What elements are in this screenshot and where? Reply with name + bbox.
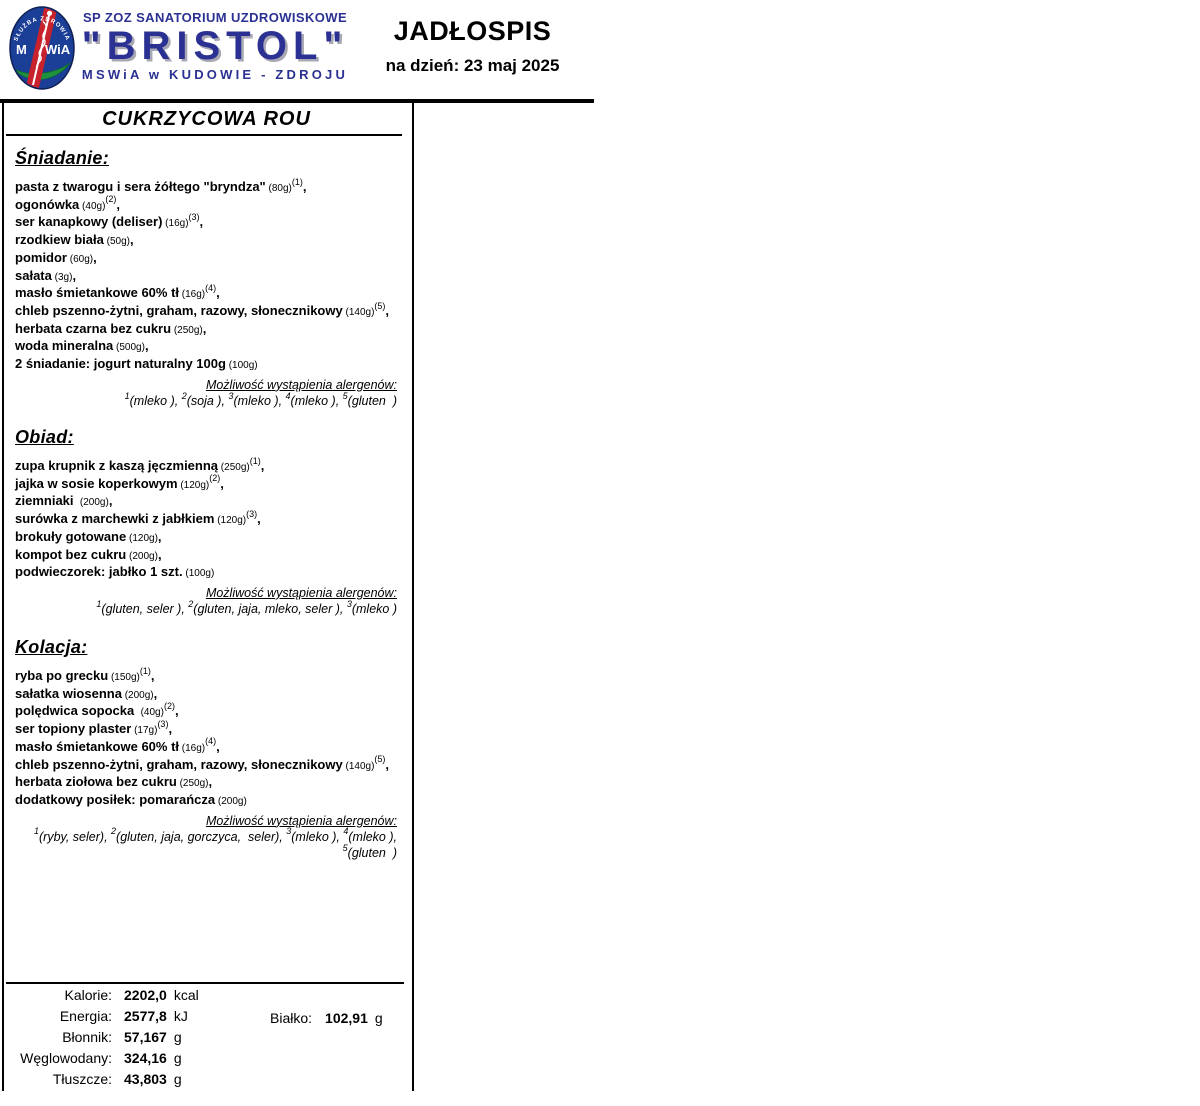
menu-item: kompot bez cukru (200g), bbox=[15, 546, 162, 562]
dish-name: pomidor bbox=[15, 249, 67, 265]
dish-quantity: (120g) bbox=[126, 532, 158, 544]
allergen-ref: (5) bbox=[374, 300, 386, 311]
allergen-line: $^5$(gluten ) bbox=[342, 842, 397, 861]
allergen-ref: (1) bbox=[139, 665, 151, 676]
dish-quantity: (40g) bbox=[137, 707, 164, 719]
dish-quantity: (500g) bbox=[113, 342, 145, 354]
menu-item: ryba po grecku $(150g)^{(1)}$, bbox=[15, 665, 155, 683]
dish-name: ogonówka bbox=[15, 196, 80, 212]
dish-quantity: (100g) bbox=[225, 360, 258, 372]
menu-item: ziemniaki (200g), bbox=[15, 493, 113, 509]
allergen-ref: (3) bbox=[246, 508, 258, 519]
table-border-left bbox=[2, 99, 4, 1091]
dish-quantity: (200g) bbox=[126, 550, 158, 562]
menu-item: masło śmietankowe 60% tł $(16g)^{(4)}$, bbox=[15, 282, 220, 301]
dish-name: ser topiony plaster bbox=[15, 721, 132, 737]
dish-quantity: (150g) bbox=[108, 672, 140, 683]
nutrition-separator-line bbox=[6, 982, 404, 984]
allergen-ref: (3) bbox=[188, 212, 200, 223]
dish-quantity: (120g) bbox=[177, 479, 210, 491]
dish-quantity: (100g) bbox=[182, 568, 215, 580]
menu-item bbox=[15, 564, 401, 582]
menu-item bbox=[15, 356, 401, 374]
nutrition-unit: kcal bbox=[173, 987, 199, 1003]
menu-item: masło śmietankowe 60% tł $(16g)^{(4)}$, bbox=[15, 736, 220, 754]
allergen-heading: Możliwość wystąpienia alergenów: bbox=[205, 813, 397, 828]
allergen-ref: (1) bbox=[291, 176, 303, 187]
allergen-ref: (2) bbox=[163, 701, 175, 712]
menu-item: zupa krupnik z kaszą jęczmienną $(250g)^{(1)}$, bbox=[15, 455, 265, 473]
document-date: na dzień: 23 maj 2025 bbox=[385, 56, 560, 75]
dish-name: sałata bbox=[15, 267, 52, 283]
allergen-ref: (2) bbox=[105, 194, 117, 205]
dish-name: podwieczorek: jabłko 1 szt. bbox=[15, 564, 183, 580]
meal-section-kolacja bbox=[15, 637, 401, 862]
meal-item-list bbox=[15, 665, 401, 810]
dish-quantity: (16g) bbox=[179, 289, 206, 301]
allergen-number: 1 bbox=[124, 390, 130, 401]
nutrition-label: Węglowodany: bbox=[20, 1050, 112, 1066]
nutrition-value: 2577,8 bbox=[124, 1008, 167, 1024]
allergen-number: 1 bbox=[34, 826, 40, 837]
nutrition-unit: kJ bbox=[173, 1008, 188, 1024]
dish-quantity: (120g) bbox=[214, 515, 247, 527]
allergen-number: 2 bbox=[181, 390, 187, 401]
dish-quantity: (17g) bbox=[131, 725, 158, 737]
dish-name: ser kanapkowy (deliser) bbox=[15, 214, 163, 230]
nutrition-label: Energia: bbox=[59, 1008, 112, 1024]
dish-quantity: (16g) bbox=[179, 742, 206, 754]
logo-arc-text: SŁUŻBA ZDROWIA bbox=[13, 16, 71, 43]
nutrition-row bbox=[6, 1071, 408, 1092]
dish-quantity: (200g) bbox=[121, 689, 154, 701]
menu-item bbox=[15, 792, 401, 810]
dish-quantity: (250g) bbox=[176, 778, 209, 790]
nutrition-unit: g bbox=[173, 1071, 182, 1087]
allergen-number: 5 bbox=[342, 390, 348, 401]
dish-name: surówka z marchewki z jabłkiem bbox=[15, 511, 215, 527]
allergen-number: 2 bbox=[188, 598, 194, 609]
meal-section-obiad bbox=[15, 427, 401, 617]
dish-name: chleb pszenno-żytni, graham, razowy, słonecznikowy bbox=[15, 756, 343, 772]
dish-quantity: (80g) bbox=[265, 183, 292, 194]
nutrition-label: Kalorie: bbox=[64, 987, 112, 1003]
allergen-heading: Możliwość wystąpienia alergenów: bbox=[205, 585, 397, 600]
nutrition-unit: g bbox=[173, 1050, 182, 1066]
dish-quantity: (3g) bbox=[51, 271, 73, 283]
dish-name: kompot bez cukru bbox=[15, 546, 127, 562]
menu-item: chleb pszenno-żytni, graham, razowy, słonecznikowy $(140g)^{(5)}$, bbox=[15, 754, 390, 772]
meal-heading: Śniadanie: bbox=[15, 148, 110, 168]
nutrition-value: 324,16 bbox=[124, 1050, 167, 1066]
allergen-block bbox=[15, 377, 401, 410]
allergen-ref: (3) bbox=[157, 718, 169, 729]
menu-item: surówka z marchewki z jabłkiem $(120g)^{(3)}$, bbox=[15, 508, 261, 527]
allergen-number: 4 bbox=[343, 826, 349, 837]
nutrition-row bbox=[6, 1050, 408, 1071]
dish-name: brokuły gotowane bbox=[15, 528, 127, 544]
allergen-line: $^1$(gluten, seler ), $^2$(gluten, jaja, mleko, seler ), $^3$(mleko ) bbox=[96, 598, 397, 616]
menu-item: ser topiony plaster $(17g)^{(3)}$, bbox=[15, 718, 173, 737]
allergen-ref: (4) bbox=[205, 736, 217, 747]
menu-item: polędwica sopocka $(40g)^{(2)}$, bbox=[15, 701, 179, 719]
dish-name: pasta z twarogu i sera żółtego "bryndza" bbox=[15, 179, 266, 194]
dish-quantity: (16g) bbox=[162, 218, 189, 230]
menu-item: chleb pszenno-żytni, graham, razowy, słonecznikowy $(140g)^{(5)}$, bbox=[15, 300, 390, 318]
menu-item: woda mineralna (500g), bbox=[15, 338, 149, 354]
nutrition-summary bbox=[6, 987, 408, 1092]
nutrition-unit: g bbox=[173, 1029, 182, 1045]
document-title: JADŁOSPIS bbox=[393, 16, 552, 46]
dish-quantity: (50g) bbox=[103, 236, 130, 248]
allergen-number: 2 bbox=[111, 826, 117, 837]
dish-quantity: (140g) bbox=[342, 760, 375, 772]
logo-monogram-right: WiA bbox=[45, 42, 71, 57]
allergen-number: 3 bbox=[346, 598, 352, 609]
menu-item: brokuły gotowane (120g), bbox=[15, 528, 162, 544]
menu-item: pasta z twarogu i sera żółtego "bryndza" $(80g)^{(1)}$, bbox=[15, 176, 307, 194]
nutrition-row bbox=[6, 1029, 408, 1050]
protein-row bbox=[270, 1010, 383, 1026]
dish-quantity: (40g) bbox=[79, 200, 106, 212]
dish-quantity: (250g) bbox=[218, 462, 250, 473]
dish-name: chleb pszenno-żytni, graham, razowy, słonecznikowy bbox=[15, 302, 343, 318]
menu-item: pomidor (60g), bbox=[15, 249, 97, 265]
dish-name: masło śmietankowe 60% tł bbox=[15, 285, 180, 301]
dish-name: 2 śniadanie: jogurt naturalny 100g bbox=[15, 356, 226, 372]
nutrition-unit: g bbox=[374, 1010, 383, 1026]
dish-name: rzodkiew biała bbox=[15, 232, 104, 248]
meal-item-list bbox=[15, 455, 401, 582]
dish-name: polędwica sopocka bbox=[15, 703, 138, 719]
dish-name: zupa krupnik z kaszą jęczmienną bbox=[15, 458, 219, 473]
nutrition-label: Białko: bbox=[270, 1010, 313, 1026]
dish-name: herbata czarna bez cukru bbox=[15, 320, 172, 336]
meal-heading: Kolacja: bbox=[15, 637, 88, 657]
allergen-ref: (4) bbox=[205, 282, 217, 293]
allergen-number: 3 bbox=[286, 826, 292, 837]
dish-quantity: (200g) bbox=[215, 795, 247, 807]
allergen-heading: Możliwość wystąpienia alergenów: bbox=[205, 377, 397, 392]
menu-item: herbata ziołowa bez cukru (250g), bbox=[15, 774, 213, 790]
allergen-block bbox=[15, 585, 401, 618]
nutrition-value: 57,167 bbox=[124, 1029, 167, 1045]
nutrition-label: Błonnik: bbox=[62, 1029, 112, 1045]
diet-title-underline bbox=[6, 134, 402, 136]
nutrition-value: 2202,0 bbox=[124, 987, 167, 1003]
menu-item: herbata czarna bez cukru (250g), bbox=[15, 320, 207, 336]
allergen-line: $^1$(ryby, seler), $^2$(gluten, jaja, gorczyca, seler), $^3$(mleko ), $^4$(mleko ), bbox=[34, 826, 397, 844]
dish-quantity: (60g) bbox=[67, 253, 94, 265]
logo-monogram-left: M bbox=[16, 42, 27, 57]
meal-heading: Obiad: bbox=[15, 427, 74, 447]
organization-name: "BRISTOL" bbox=[81, 24, 349, 68]
dish-name: sałatka wiosenna bbox=[15, 685, 122, 701]
allergen-number: 3 bbox=[228, 390, 234, 401]
table-divider-vertical bbox=[412, 99, 414, 1091]
dish-name: masło śmietankowe 60% tł bbox=[15, 738, 180, 754]
dish-name: ryba po grecku bbox=[15, 668, 109, 683]
allergen-ref: (5) bbox=[374, 754, 386, 765]
diet-title: CUKRZYCOWA ROU bbox=[102, 108, 311, 130]
menu-item: jajka w sosie koperkowym $(120g)^{(2)}$, bbox=[15, 473, 224, 491]
menu-item: rzodkiew biała (50g), bbox=[15, 232, 134, 248]
menu-item: sałata (3g), bbox=[15, 267, 77, 283]
allergen-ref: (2) bbox=[209, 473, 221, 484]
allergen-block bbox=[15, 813, 401, 862]
dish-quantity: (140g) bbox=[342, 306, 375, 318]
nutrition-row bbox=[6, 987, 408, 1008]
table-border-top bbox=[0, 99, 594, 103]
nutrition-value: 43,803 bbox=[124, 1071, 167, 1087]
organization-location: MSWiA w KUDOWIE - ZDROJU bbox=[81, 67, 349, 82]
dish-quantity: (200g) bbox=[77, 497, 109, 509]
nutrition-value: 102,91 bbox=[325, 1010, 368, 1026]
dish-name: ziemniaki bbox=[15, 493, 78, 509]
menu-item: ogonówka $(40g)^{(2)}$, bbox=[15, 194, 121, 212]
meal-item-list bbox=[15, 176, 401, 374]
dish-name: woda mineralna bbox=[15, 338, 114, 354]
dish-name: dodatkowy posiłek: pomarańcza bbox=[15, 791, 216, 807]
allergen-ref: (1) bbox=[249, 455, 261, 466]
menu-item: ser kanapkowy (deliser) $(16g)^{(3)}$, bbox=[15, 212, 204, 230]
dish-name: jajka w sosie koperkowym bbox=[15, 475, 178, 491]
meal-section-sniadanie bbox=[15, 148, 401, 409]
allergen-number: 1 bbox=[96, 598, 102, 609]
document-title-block bbox=[370, 16, 575, 76]
dish-name: herbata ziołowa bez cukru bbox=[15, 774, 177, 790]
allergen-number: 4 bbox=[285, 390, 291, 401]
dish-quantity: (250g) bbox=[171, 324, 203, 336]
organization-type: SP ZOZ SANATORIUM UZDROWISKOWE bbox=[82, 10, 348, 25]
organization-block bbox=[62, 10, 368, 82]
allergen-number: 5 bbox=[342, 842, 348, 853]
nutrition-label: Tłuszcze: bbox=[52, 1071, 112, 1087]
menu-item: sałatka wiosenna (200g), bbox=[15, 685, 158, 701]
allergen-line: $^1$(mleko ), $^2$(soja ), $^3$(mleko ), $^4$(mleko ), $^5$(gluten ) bbox=[124, 390, 397, 408]
